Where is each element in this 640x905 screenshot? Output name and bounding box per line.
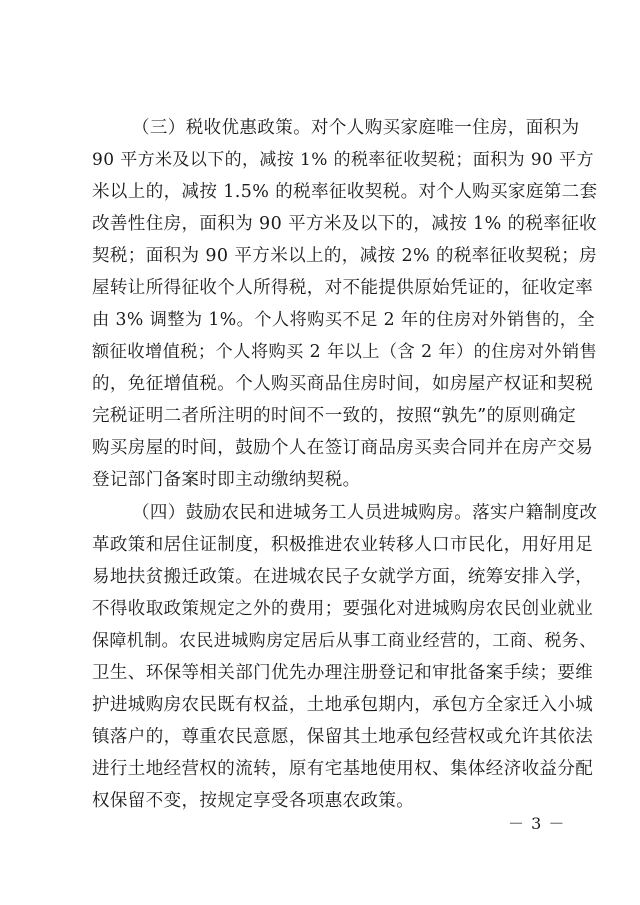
section-3-line-2: 90 平方米及以下的，减按 1% 的税率征收契税；面积为 90 平方 [92,150,594,170]
section-4-line-5: 保障机制。农民进城购房定居后从事工商业经营的，工商、税务、 [92,631,597,651]
section-4-line-9: 进行土地经营权的流转，原有宅基地使用权、集体经济收益分配 [92,759,594,779]
section-4-line-1: （四）鼓励农民和进城务工人员进城购房。落实户籍制度改 [132,503,598,523]
section-4-line-7: 护进城购房农民既有权益，土地承包期内，承包方全家迁入小城 [92,695,594,715]
section-4-line-8: 镇落户的，尊重农民意愿，保留其土地承包经营权或允许其依法 [92,727,594,747]
section-3-line-4: 改善性住房，面积为 90 平方米及以下的，减按 1% 的税率征收 [92,214,598,234]
section-3-line-10: 完税证明二者所注明的时间不一致的，按照“孰先”的原则确定 [92,406,577,426]
section-4-line-10: 权保留不变，按规定享受各项惠农政策。 [92,791,415,811]
section-4-line-6: 卫生、环保等相关部门优先办理注册登记和审批备案手续；要维 [92,663,594,683]
section-4-line-2: 革政策和居住证制度，积极推进农业转移人口市民化，用好用足 [92,535,594,555]
section-4-line-3: 易地扶贫搬迁政策。在进城农民子女就学方面，统筹安排入学， [92,567,594,587]
section-3-line-7: 由 3% 调整为 1%。个人将购买不足 2 年的住房对外销售的，全 [92,310,596,330]
section-3-line-8: 额征收增值税；个人将购买 2 年以上（含 2 年）的住房对外销售 [92,342,598,362]
section-4-line-4: 不得收取政策规定之外的费用；要强化对进城购房农民创业就业 [92,599,594,619]
section-3-line-11: 购买房屋的时间，鼓励个人在签订商品房买卖合同并在房产交易 [92,438,594,458]
section-3-line-6: 屋转让所得征收个人所得税，对不能提供原始凭证的，征收定率 [92,278,594,298]
section-3-line-1: （三）税收优惠政策。对个人购买家庭唯一住房，面积为 [132,118,580,138]
section-3-line-12: 登记部门备案时即主动缴纳契税。 [92,470,361,490]
section-3-line-3: 米以上的，减按 1.5% 的税率征收契税。对个人购买家庭第二套 [92,182,598,202]
page-number: － 3 － [508,814,566,833]
section-3-line-5: 契税；面积为 90 平方米以上的，减按 2% 的税率征收契税；房 [92,246,598,266]
section-3-line-9: 的，免征增值税。个人购买商品住房时间，如房屋产权证和契税 [92,374,594,394]
